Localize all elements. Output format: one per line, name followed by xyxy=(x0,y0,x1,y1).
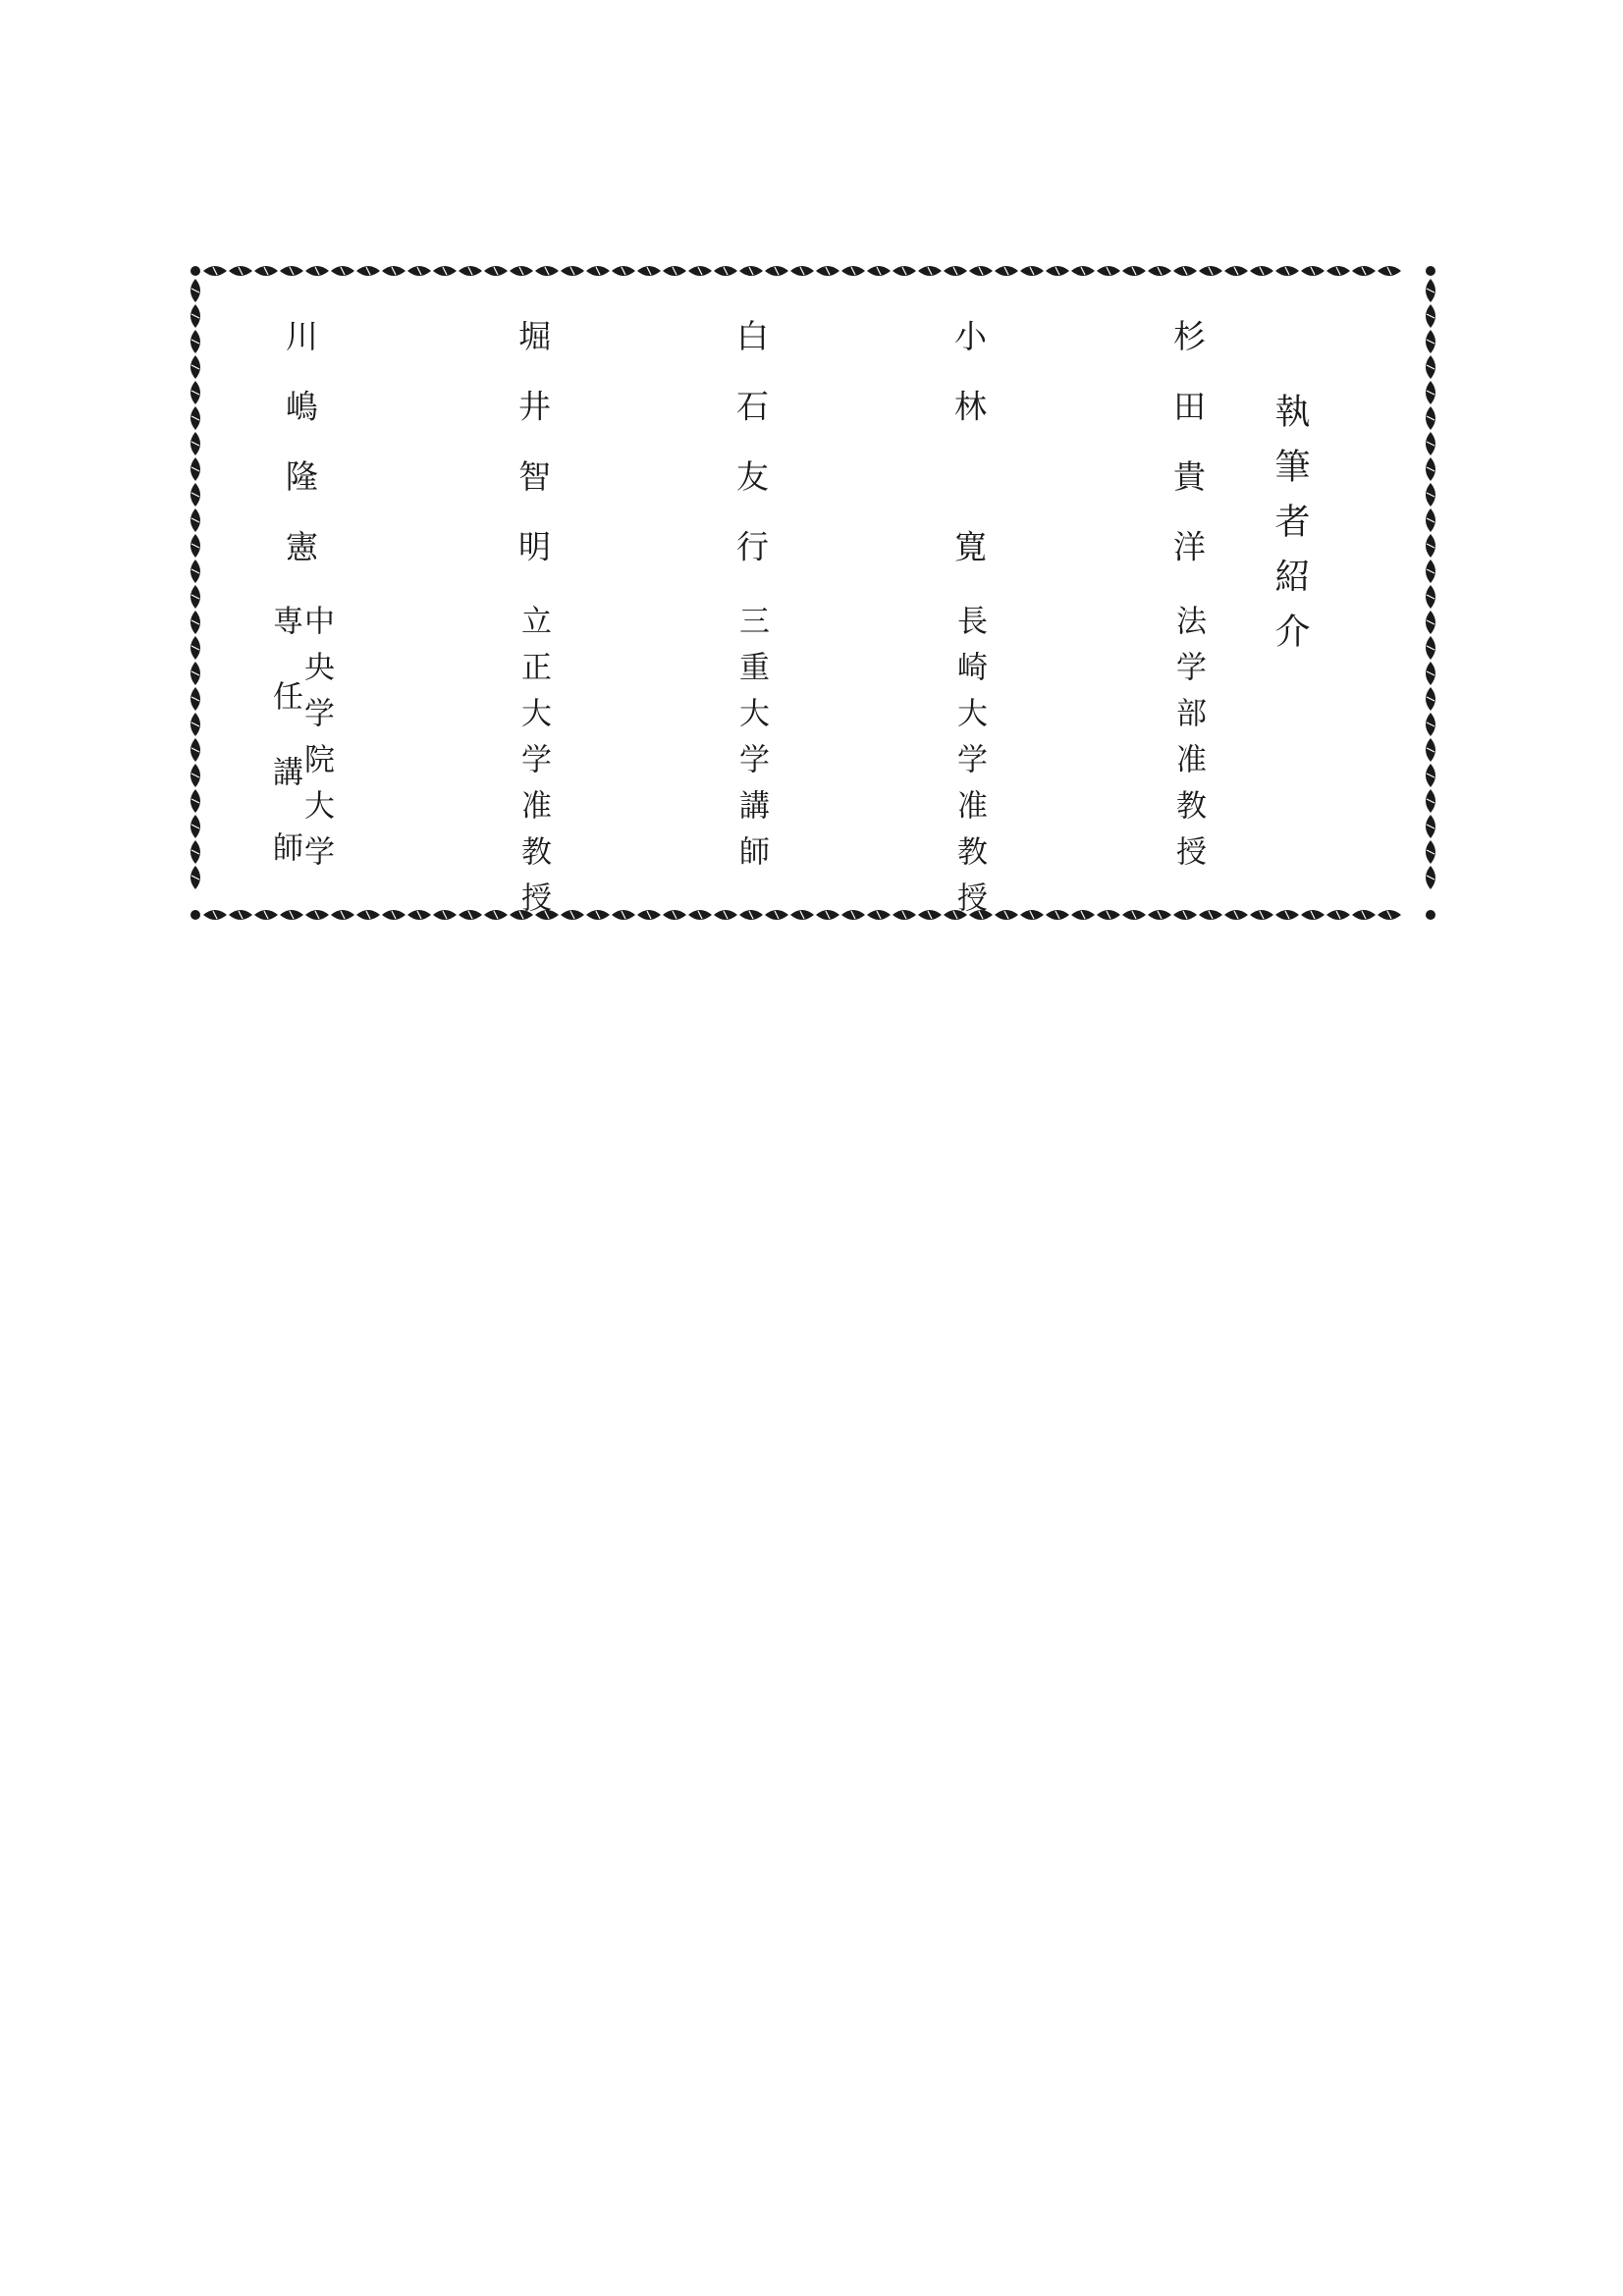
author-affiliation: 三重大学講師 xyxy=(733,605,769,881)
contributors-frame xyxy=(189,265,1436,928)
author-affiliation-line2: 専任講師 xyxy=(267,605,302,907)
author-name: 小林 寛 xyxy=(949,319,988,600)
author-name: 堀井智明 xyxy=(514,319,552,600)
author-affiliation: 法学部准教授 xyxy=(1170,605,1206,881)
author-affiliation: 長崎大学准教授 xyxy=(951,605,987,928)
page-heading: 執筆者紹介 xyxy=(1270,393,1310,667)
author-affiliation: 立正大学准教授 xyxy=(515,605,551,928)
author-name: 白石友行 xyxy=(731,319,770,600)
decorative-border xyxy=(189,265,1436,921)
author-affiliation-line1: 中央学院大学 xyxy=(298,605,334,881)
author-name: 杉田貴洋 xyxy=(1168,319,1207,600)
author-name: 川嶋隆憲 xyxy=(281,319,319,600)
